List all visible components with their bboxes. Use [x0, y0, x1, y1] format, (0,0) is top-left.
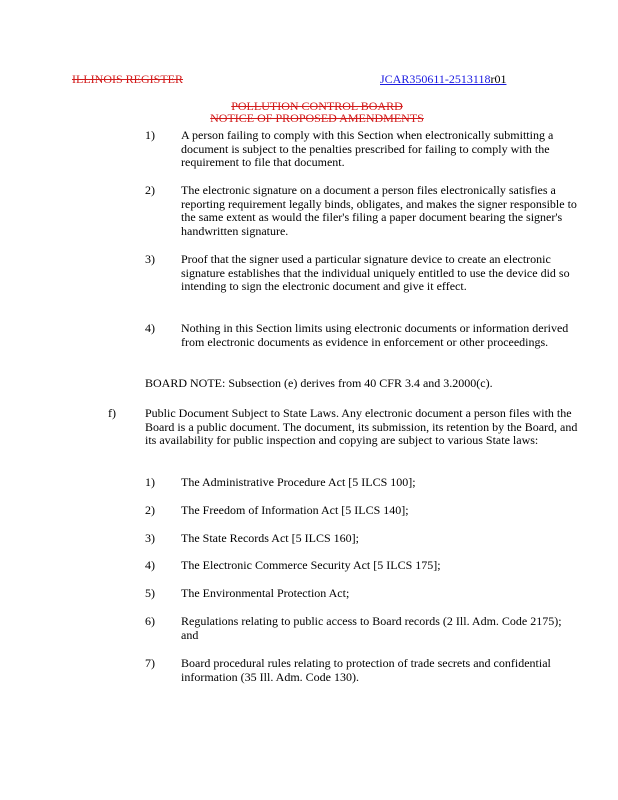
- law-item-number: 2): [145, 503, 155, 517]
- item-number: 3): [145, 252, 155, 266]
- law-item-text: The State Records Act [5 ILCS 160];: [181, 531, 359, 545]
- law-item-text: Regulations relating to public access to Board records (2 Ill. Adm. Code 2175); and: [181, 614, 562, 642]
- law-item-text: The Freedom of Information Act [5 ILCS 140];: [181, 503, 409, 517]
- law-item-number: 6): [145, 614, 155, 628]
- item-text: Nothing in this Section limits using electronic documents or information derived from electronic documents as evidence in enforcement or other proceedings.: [181, 321, 569, 349]
- law-item-number: 4): [145, 558, 155, 572]
- law-item-text: The Administrative Procedure Act [5 ILCS 100];: [181, 475, 416, 489]
- item-text: A person failing to comply with this Section when electronically submitting a document is subject to the penalties prescribed for failing to comply with the requirement to file that document.: [181, 128, 554, 170]
- jcar-reference: [380, 72, 506, 86]
- item-number: 1): [145, 128, 155, 142]
- item-text: Proof that the signer used a particular signature device to create an electronic signature establishes that the individual uniquely entitled to use the device did so intending to sign the electronic document and give it effect.: [181, 252, 570, 294]
- law-item-number: 7): [145, 656, 155, 670]
- law-item-number: 5): [145, 586, 155, 600]
- item-number: 2): [145, 183, 155, 197]
- register-header: ILLINOIS REGISTER: [72, 72, 183, 86]
- agency-title: POLLUTION CONTROL BOARD: [231, 99, 403, 113]
- law-item-text: Board procedural rules relating to protection of trade secrets and confidential information (35 Ill. Adm. Code 130).: [181, 656, 551, 684]
- notice-title: NOTICE OF PROPOSED AMENDMENTS: [210, 111, 424, 125]
- law-item-text: The Electronic Commerce Security Act [5 ILCS 175];: [181, 558, 441, 572]
- law-item-text: The Environmental Protection Act;: [181, 586, 350, 600]
- item-number: 4): [145, 321, 155, 335]
- item-text: The electronic signature on a document a person files electronically satisfies a reporting requirement legally binds, obligates, and makes the signer responsible to the same extent as would the filer's filing a paper document bearing the signer's handwritten signature.: [181, 183, 577, 238]
- board-note: BOARD NOTE: Subsection (e) derives from 40 CFR 3.4 and 3.2000(c).: [145, 376, 493, 390]
- law-item-number: 1): [145, 475, 155, 489]
- subsection-letter: f): [108, 406, 116, 420]
- subsection-text: Public Document Subject to State Laws. Any electronic document a person files with the Board is a public document. The document, its submission, its retention by the Board, and its availability for public inspection and copying are subject to various State laws:: [145, 406, 578, 448]
- jcar-suffix: r01: [490, 72, 507, 86]
- law-item-number: 3): [145, 531, 155, 545]
- jcar-number: JCAR350611-2513118: [380, 72, 491, 86]
